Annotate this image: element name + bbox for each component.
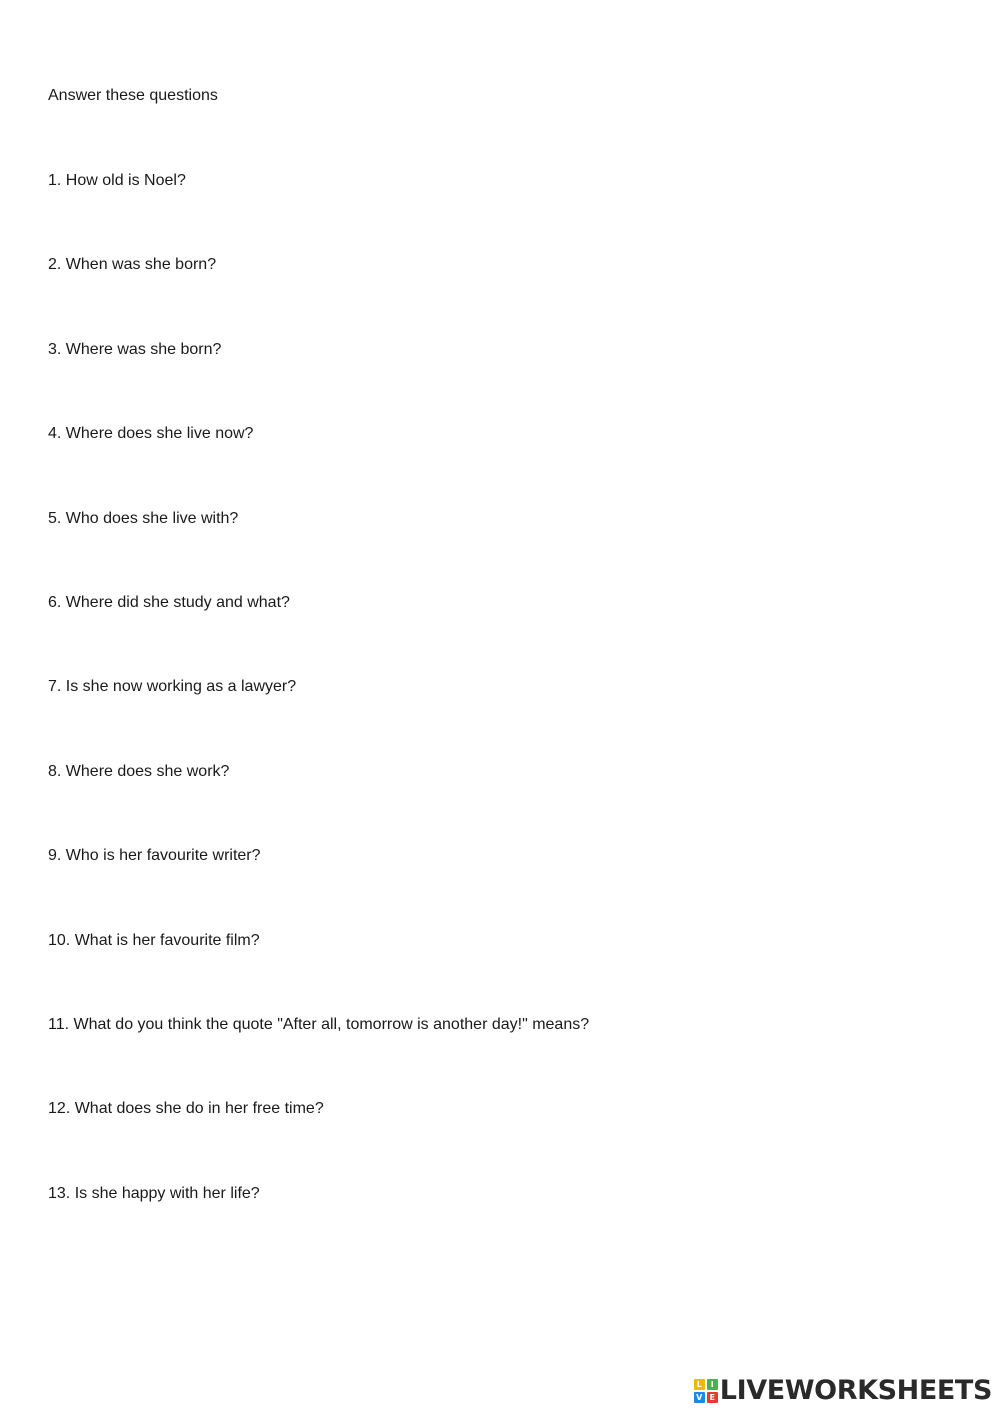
question-10: 10. What is her favourite film? [48,931,260,949]
logo-tile-v: V [694,1392,705,1403]
question-7: 7. Is she now working as a lawyer? [48,678,297,696]
question-5: 5. Who does she live with? [48,509,239,527]
question-2: 2. When was she born? [48,256,217,274]
question-4: 4. Where does she live now? [48,425,254,443]
question-8: 8. Where does she work? [48,762,230,780]
question-3: 3. Where was she born? [48,340,222,358]
question-11: 11. What do you think the quote "After all, tomorrow is another day!" means? [48,1015,590,1033]
liveworksheets-brand [694,1375,992,1407]
logo-tile-l: L [694,1379,705,1390]
question-list [48,171,589,1268]
logo-tile-e: E [707,1392,718,1403]
liveworksheets-logo-icon [694,1379,718,1403]
logo-tile-i: I [707,1379,718,1390]
brand-name: LIVEWORKSHEETS [719,1375,992,1406]
question-12: 12. What does she do in her free time? [48,1100,324,1118]
instruction-text: Answer these questions [48,87,218,104]
question-9: 9. Who is her favourite writer? [48,847,261,865]
question-1: 1. How old is Noel? [48,172,186,189]
question-6: 6. Where did she study and what? [48,593,290,611]
question-13: 13. Is she happy with her life? [48,1184,260,1202]
